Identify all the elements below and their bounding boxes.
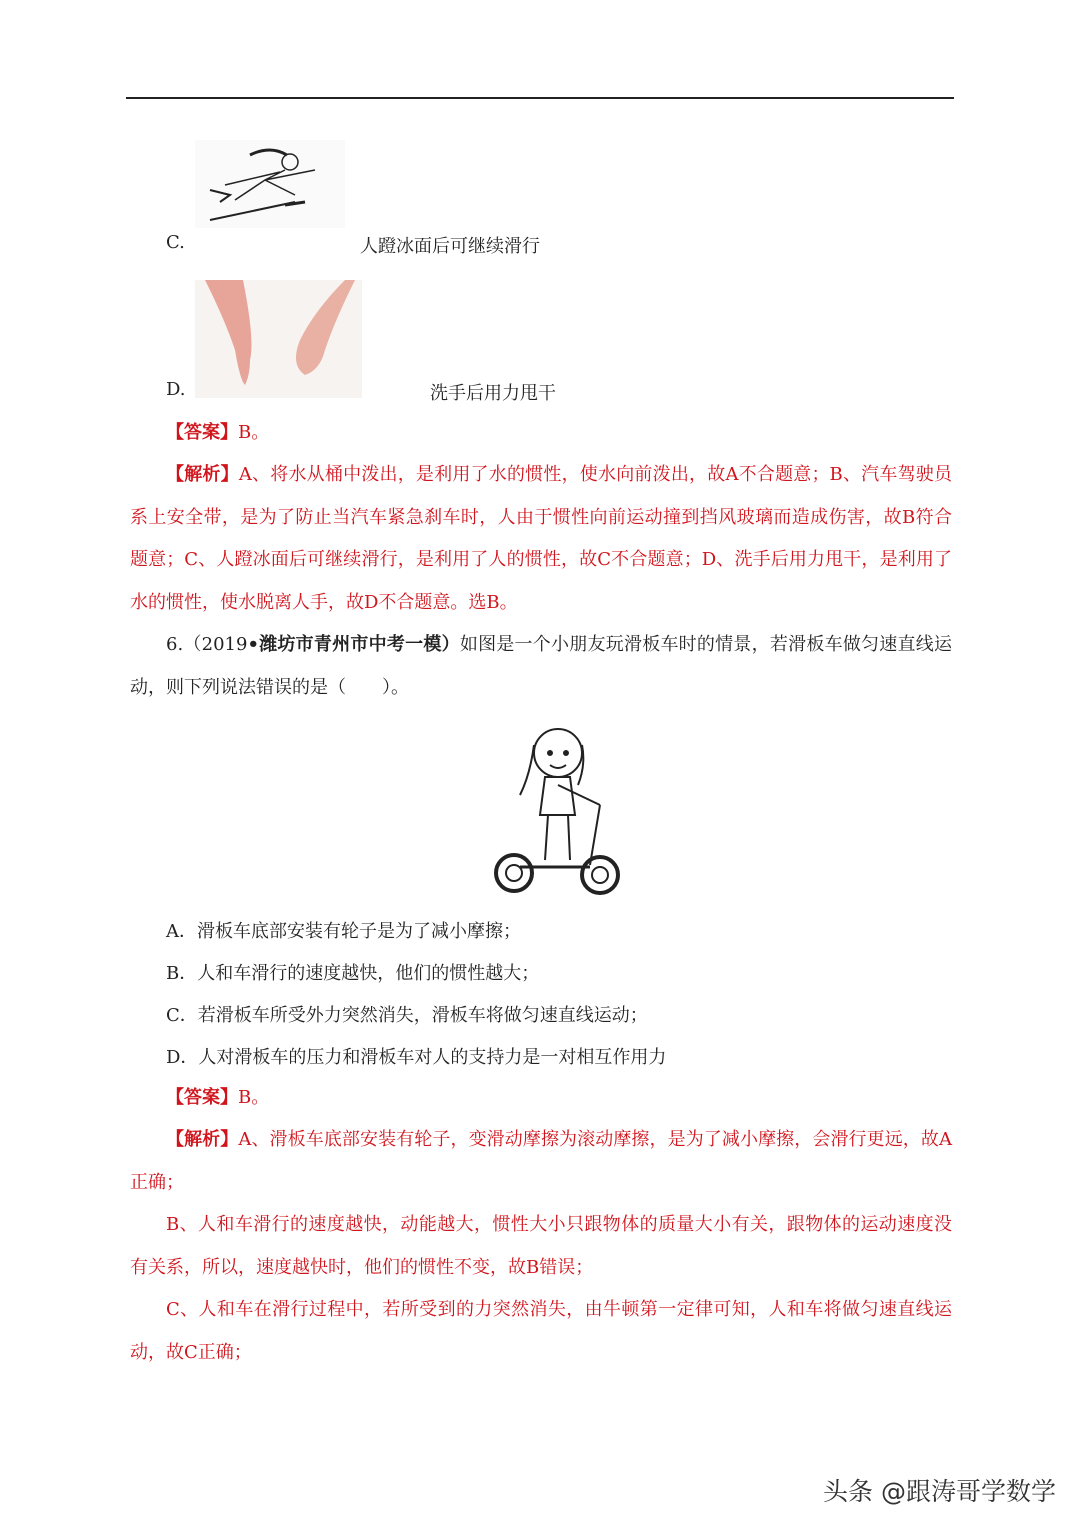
analysis-text: A、将水从桶中泼出，是利用了水的惯性，使水向前泼出，故A不合题意；B、汽车驾驶员系上安全带，是为了防止当汽车紧急刹车时，人由于惯性向前运动撞到挡风玻璃而造成伤害，故B符合题意；C、人蹬冰面后可继续滑行，是利用了人的惯性，故C不合题意；D、洗手后用力甩干，是利用了水的惯性，使水脱离人手，故D不合题意。选B。	[130, 464, 952, 613]
option-d-label: D.	[166, 379, 186, 400]
q6-analysis-c: C、人和车在滑行过程中，若所受到的力突然消失，由牛顿第一定律可知，人和车将做匀速直线运动，故C正确；	[130, 1299, 952, 1363]
analysis-text: A、滑板车底部安装有轮子，变滑动摩擦为滚动摩擦，是为了减小摩擦，会滑行更远，故A正确；	[130, 1129, 952, 1193]
option-c-text: 人蹬冰面后可继续滑行	[360, 236, 540, 257]
q6-option-c: C．若滑板车所受外力突然消失，滑板车将做匀速直线运动；	[166, 1005, 648, 1026]
q6-answer	[130, 1077, 952, 1120]
analysis-tag: 【解析】	[166, 1129, 239, 1150]
q5-analysis	[130, 454, 952, 624]
option-d-text: 洗手后用力甩干	[430, 383, 556, 404]
ice-skater-illustration	[195, 140, 345, 228]
q6-stem	[130, 624, 952, 709]
q6-option-a: A．滑板车底部安装有轮子是为了减小摩擦；	[166, 921, 521, 942]
q6-source: •潍坊市青州市中考一模）	[247, 634, 460, 655]
option-c-label: C.	[166, 232, 185, 253]
q6-stem-text: 如图是一个小朋友玩滑板车时的情景，若滑板车做匀速直线运动，则下列说法错误的是（ ）。	[130, 634, 953, 698]
answer-tag: 【答案】	[166, 1087, 238, 1108]
header-rule	[126, 97, 954, 99]
answer-value: B。	[238, 422, 270, 443]
q6-analysis-b: B、人和车滑行的速度越快，动能越大，惯性大小只跟物体的质量大小有关，跟物体的运动速度没有关系，所以，速度越快时，他们的惯性不变，故B错误；	[130, 1214, 952, 1278]
answer-tag: 【答案】	[166, 422, 238, 443]
analysis-tag: 【解析】	[166, 464, 239, 485]
q6-option-b: B．人和车滑行的速度越快，他们的惯性越大；	[166, 963, 540, 984]
q6-number: 6.（2019	[166, 634, 248, 655]
q6-analysis-a	[130, 1119, 952, 1204]
answer-value: B。	[238, 1087, 270, 1108]
girl-on-scooter-illustration	[490, 715, 622, 897]
q6-option-d: D．人对滑板车的压力和滑板车对人的支持力是一对相互作用力	[166, 1047, 667, 1068]
hands-shaking-water-photo	[195, 280, 362, 398]
q5-answer	[130, 412, 952, 455]
watermark: 头条 @跟涛哥学数学	[823, 1477, 1056, 1506]
